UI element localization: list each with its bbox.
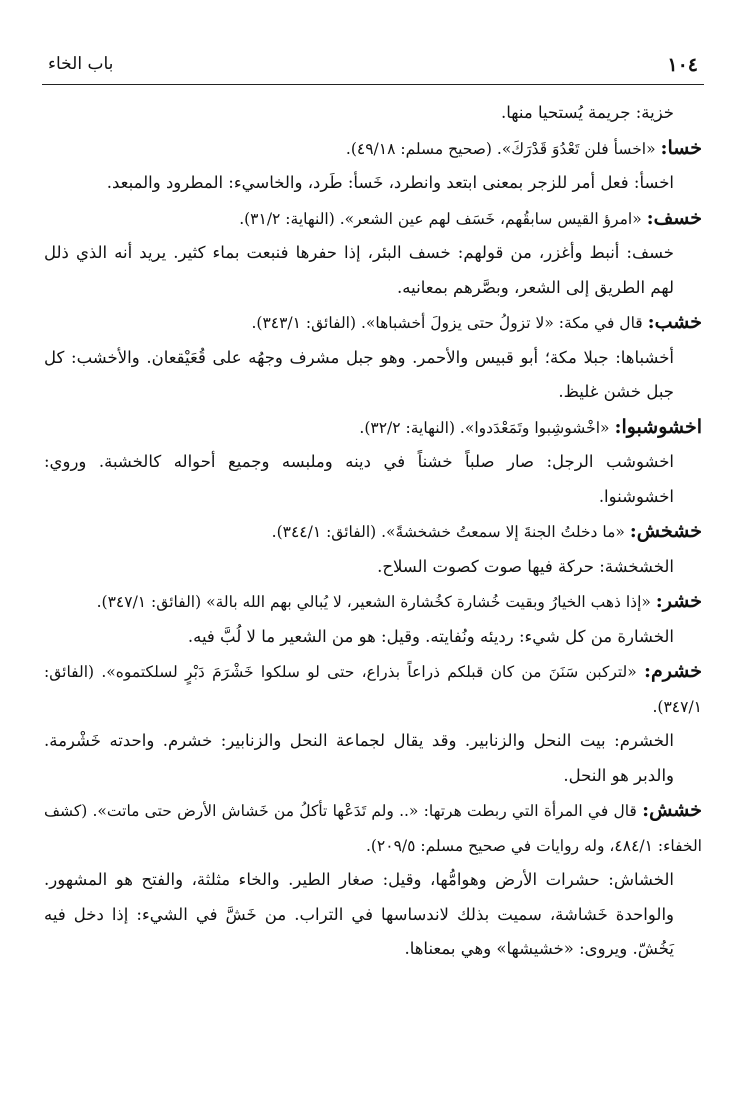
header-rule [42, 84, 704, 85]
running-head [48, 54, 698, 80]
entry-paragraph [44, 654, 702, 724]
entry-paragraph [44, 131, 702, 167]
definition-paragraph: أخشباها: جبلا مكة؛ أبو قبيس والأحمر. وهو جبل مشرف وجهُه على قُعَيْقعان. والأخشب: كل جبل خشن غليظ. [44, 347, 674, 401]
entry-text: «لتركبن سَنَنَ من كان قبلكم ذراعاً بذراع، حتى لو سلكوا خَشْرَمَ دَبْرٍ لسلكتموه». (الفائق: ٣٤٧/١). [44, 663, 702, 716]
entry-paragraph [44, 410, 702, 446]
entry-paragraph [44, 793, 702, 863]
entry-text: «إذا ذهب الخيارُ وبقيت خُشارة كخُشارة الشعير، لا يُبالي بهم الله بالة» (الفائق: ٣٤٧/١). [96, 593, 656, 611]
definition-paragraph: اخسأ: فعل أمر للزجر بمعنى ابتعد وانطرد، خَسأ: طَرد، والخاسيء: المطرود والمبعد. [106, 173, 674, 192]
entry-text: قال في مكة: «لا تزولُ حتى يزولَ أخشباها». (الفائق: ٣٤٣/١). [251, 314, 648, 332]
entry-paragraph [44, 514, 702, 550]
headword: خسا: [660, 136, 702, 159]
entry-paragraph [44, 201, 702, 237]
headword: خشب: [647, 311, 702, 333]
headword: اخشوشبوا: [614, 415, 702, 438]
entry-text: قال في المرأة التي ربطت هرتها: «.. ولم تَدَعْها تأكلُ من خَشاش الأرض حتى ماتت». (كشف الخفاء: ٤٨٤/١، وله روايات في صحيح مسلم: ٢٠٩/٥). [44, 802, 702, 855]
page-number: ١٠٤ [667, 54, 698, 76]
dictionary-body [44, 96, 702, 967]
definition-paragraph: الخشرم: بيت النحل والزنابير. وقد يقال لجماعة النحل والزنابير: خشرم. واحدته خَشْرمة. والدبر هو النحل. [44, 731, 674, 785]
definition-paragraph: خسف: أنبط وأغزر، من قولهم: خسف البئر، إذا حفرها فنبعت بماء كثير. يريد أنه الذي ذلل لهم الطريق إلى الشعر، وبصَّرهم بمعانيه. [44, 243, 674, 297]
headword: خشخش: [629, 520, 702, 542]
definition-paragraph: الخشاش: حشرات الأرض وهوامُّها، وقيل: صغار الطير. والخاء مثلثة، والفتح هو المشهور. والواحدة خَشاشة، سميت بذلك لاندساسها في التراب. من خَشَّ في الشيء: إذا دخل فيه يَخُشّ. ويروى: «خشيشها» وهي بمعناها. [44, 870, 674, 958]
entry-text: «ما دخلتُ الجنةَ إلا سمعتُ خشخشةً». (الفائق: ٣٤٤/١). [271, 523, 630, 541]
entry-text: «اخْشوشِبوا وتَمَعْدَدوا». (النهاية: ٣٢/٢). [359, 418, 615, 437]
definition-paragraph: الخشارة من كل شيء: رديئه ونُفايته. وقيل: هو من الشعير ما لا لُبَّ فيه. [187, 626, 674, 646]
entry-paragraph [44, 305, 702, 341]
headword: خشرم: [644, 660, 702, 682]
definition-paragraph: اخشوشب الرجل: صار صلباً خشناً في دينه وملبسه وجميع أحواله كالخشبة. وروي: اخشوشنوا. [44, 452, 674, 506]
definition-paragraph: خزية: جريمة يُستحيا منها. [501, 103, 674, 122]
headword: خشر: [655, 590, 702, 612]
headword: خشش: [642, 799, 702, 821]
entry-text: «اخسأ فلن تَعْدُوَ قَدْرَكَ». (صحيح مسلم: ٤٩/١٨). [345, 139, 661, 158]
entry-text: «امرؤ القيس سابقُهم، خَسَف لهم عين الشعر». (النهاية: ٣١/٢). [239, 209, 647, 228]
headword: خسف: [646, 206, 702, 229]
chapter-title: باب الخاء [48, 54, 114, 74]
entry-paragraph [44, 584, 702, 620]
definition-paragraph: الخشخشة: حركة فيها صوت كصوت السلاح. [377, 556, 674, 576]
